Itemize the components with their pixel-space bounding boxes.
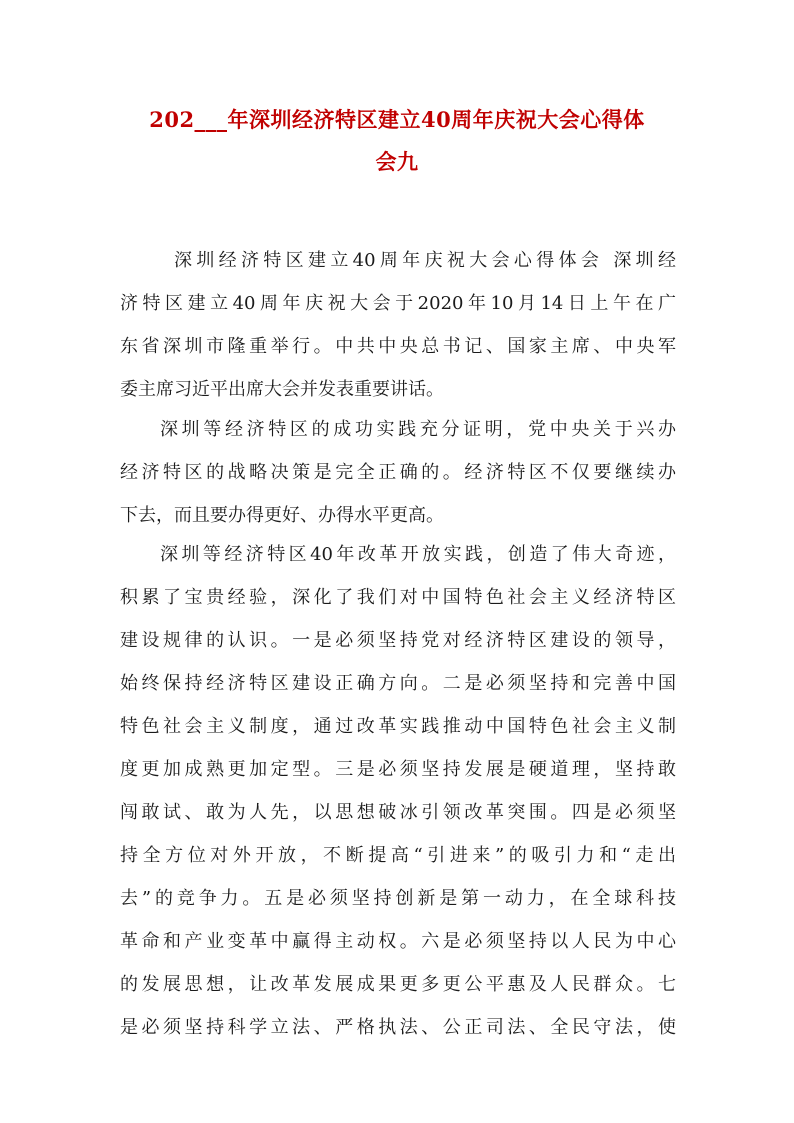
- paragraph-line: 委主席习近平出席大会并发表重要讲话。: [120, 379, 444, 400]
- paragraph-line: 经济特区的战略决策是完全正确的。经济特区不仅要继续办: [120, 462, 676, 483]
- paragraph-line: 深圳经济特区建立40周年庆祝大会心得体会 深圳经: [174, 250, 676, 271]
- paragraph-line: 特色社会主义制度，通过改革实践推动中国特色社会主义制: [120, 716, 676, 737]
- paragraph-line: 积累了宝贵经验，深化了我们对中国特色社会主义经济特区: [120, 587, 676, 608]
- paragraph-line: 是必须坚持科学立法、严格执法、公正司法、全民守法，使: [120, 1017, 676, 1038]
- paragraph-line: 去”的竞争力。五是必须坚持创新是第一动力，在全球科技: [120, 888, 676, 909]
- document-title-line-2: 会九: [375, 149, 419, 174]
- paragraph-line: 度更加成熟更加定型。三是必须坚持发展是硬道理，坚持敢: [120, 759, 676, 780]
- document-title-line-1: 202___年深圳经济特区建立40周年庆祝大会心得体: [149, 107, 645, 132]
- paragraph-line: 深圳等经济特区40年改革开放实践，创造了伟大奇迹，: [160, 544, 676, 565]
- paragraph-line: 深圳等经济特区的成功实践充分证明，党中央关于兴办: [160, 419, 676, 440]
- paragraph-line: 下去，而且要办得更好、办得水平更高。: [120, 505, 444, 526]
- paragraph-line: 济特区建立40周年庆祝大会于2020年10月14日上午在广: [120, 293, 676, 314]
- paragraph-line: 闯敢试、敢为人先，以思想破冰引领改革突围。四是必须坚: [120, 802, 676, 823]
- paragraph-line: 建设规律的认识。一是必须坚持党对经济特区建设的领导，: [120, 630, 676, 651]
- paragraph-line: 东省深圳市隆重举行。中共中央总书记、国家主席、中央军: [120, 336, 676, 357]
- paragraph-line: 革命和产业变革中赢得主动权。六是必须坚持以人民为中心: [120, 931, 676, 952]
- paragraph-line: 始终保持经济特区建设正确方向。二是必须坚持和完善中国: [120, 673, 676, 694]
- paragraph-line: 持全方位对外开放，不断提高“引进来”的吸引力和“走出: [120, 845, 676, 866]
- paragraph-line: 的发展思想，让改革发展成果更多更公平惠及人民群众。七: [120, 974, 676, 995]
